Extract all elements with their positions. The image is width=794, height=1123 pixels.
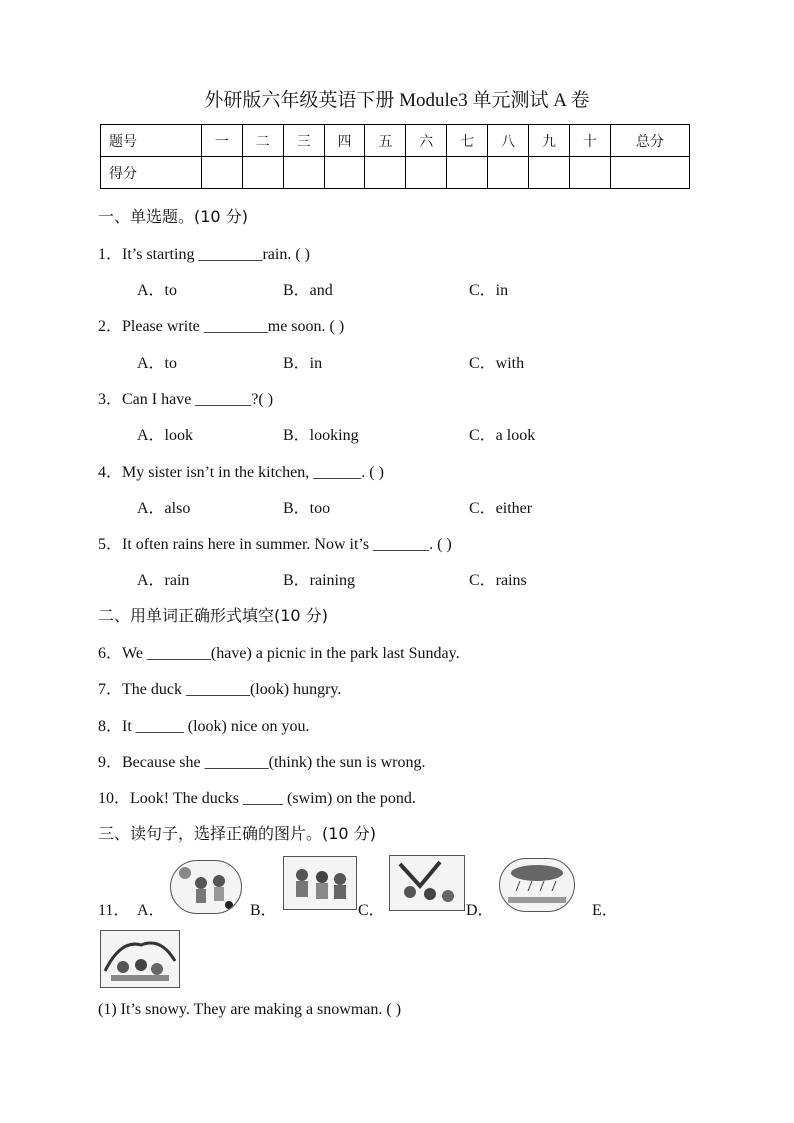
picture-b-kids-in-snow (283, 856, 357, 910)
q5-option-b: B．raining (283, 572, 355, 589)
score-cell[interactable] (324, 157, 365, 189)
q4-option-b: B．too (283, 500, 331, 517)
q1-option-b: B．and (283, 282, 333, 299)
score-table-header-row (101, 125, 690, 157)
score-cell[interactable] (488, 157, 529, 189)
question-8: 8．It ______ (look) nice on you. (98, 718, 310, 735)
question-3: 3．Can I have _______?( ) (98, 391, 274, 408)
score-header-cell: 八 (488, 125, 529, 157)
section2-heading: 二、用单词正确形式填空(10 分) (98, 606, 328, 625)
score-header-cell: 二 (242, 125, 283, 157)
q11-label-a: A． (137, 902, 165, 919)
picture-d-rainy-scene (499, 858, 575, 912)
score-cell[interactable] (529, 157, 570, 189)
q1-option-a: A．to (137, 282, 178, 299)
question-6: 6．We ________(have) a picnic in the park last Sunday. (98, 645, 460, 662)
score-header-cell: 五 (365, 125, 406, 157)
question-9: 9．Because she ________(think) the sun is wrong. (98, 754, 426, 771)
question-10: 10．Look! The ducks _____ (swim) on the pond. (98, 790, 416, 807)
score-header-cell: 九 (529, 125, 570, 157)
score-header-cell: 题号 (101, 125, 202, 157)
q4-option-a: A．also (137, 500, 191, 517)
score-cell[interactable] (610, 157, 689, 189)
q1-option-c: C．in (469, 282, 509, 299)
score-header-cell: 四 (324, 125, 365, 157)
q3-option-b: B．looking (283, 427, 359, 444)
score-cell[interactable] (406, 157, 447, 189)
q5-option-a: A．rain (137, 572, 190, 589)
score-header-cell: 七 (447, 125, 488, 157)
score-table (100, 124, 690, 189)
question-4: 4．My sister isn’t in the kitchen, ______. ( ) (98, 464, 384, 481)
question-11-sub-1: (1) It’s snowy. They are making a snowman. ( ) (98, 1001, 402, 1018)
score-cell[interactable] (201, 157, 242, 189)
score-cell[interactable] (242, 157, 283, 189)
q2-option-c: C．with (469, 355, 525, 372)
score-cell[interactable] (365, 157, 406, 189)
score-header-cell: 六 (406, 125, 447, 157)
question-11-number: 11． (98, 902, 130, 919)
q5-option-c: C．rains (469, 572, 527, 589)
picture-a-kids-playing-football (170, 860, 242, 914)
q11-label-e: E． (592, 902, 618, 919)
score-header-cell: 一 (201, 125, 242, 157)
page-title: 外研版六年级英语下册 Module3 单元测试 A 卷 (204, 90, 590, 111)
q2-option-b: B．in (283, 355, 323, 372)
question-2: 2．Please write ________me soon. ( ) (98, 318, 345, 335)
question-1: 1．It’s starting ________rain. ( ) (98, 246, 310, 263)
score-header-cell: 三 (283, 125, 324, 157)
q3-option-c: C．a look (469, 427, 536, 444)
picture-e-picnic-on-grass (100, 930, 180, 988)
q11-label-c: C． (358, 902, 385, 919)
score-header-cell: 十 (569, 125, 610, 157)
score-cell[interactable] (447, 157, 488, 189)
q4-option-c: C．either (469, 500, 533, 517)
q2-option-a: A．to (137, 355, 178, 372)
q11-label-d: D． (466, 902, 494, 919)
question-7: 7．The duck ________(look) hungry. (98, 681, 342, 698)
section3-heading: 三、读句子，选择正确的图片。(10 分) (98, 824, 376, 843)
section1-heading: 一、单选题。(10 分) (98, 207, 248, 226)
q11-label-b: B． (250, 902, 277, 919)
score-table-score-row (101, 157, 690, 189)
q3-option-a: A．look (137, 427, 194, 444)
question-5: 5．It often rains here in summer. Now it’s _______. ( ) (98, 536, 452, 553)
score-row-label: 得分 (101, 157, 202, 189)
score-header-cell: 总分 (610, 125, 689, 157)
score-cell[interactable] (283, 157, 324, 189)
score-cell[interactable] (569, 157, 610, 189)
picture-c-kids-under-tree (389, 855, 465, 911)
